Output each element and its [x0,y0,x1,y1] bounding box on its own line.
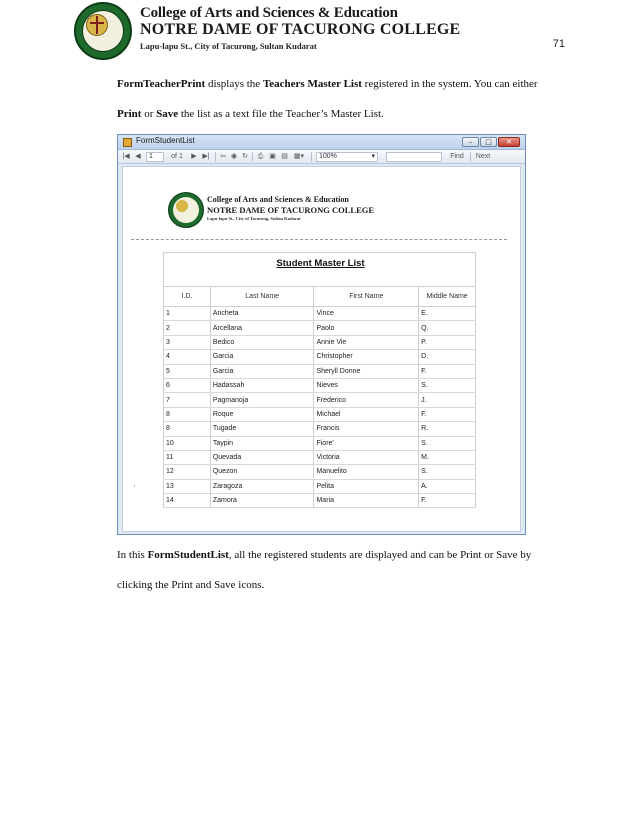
form-name: FormStudentList [147,549,229,561]
toolbar-separator [311,152,312,162]
cell-id: 8 [164,407,211,421]
report-divider [131,239,507,240]
school-name: NOTRE DAME OF TACURONG COLLEGE [140,21,461,38]
cell-id: 5 [164,364,211,378]
form-name: FormTeacherPrint [117,78,206,90]
close-button[interactable]: ✕ [498,137,520,147]
cell-middle-name: J. [419,393,476,407]
minimize-button[interactable]: – [462,137,479,147]
cell-last-name: Garcia [210,350,314,364]
cell-first-name: Frederico [314,393,419,407]
cell-last-name: Hadassah [210,378,314,392]
cell-middle-name: R. [419,422,476,436]
save-export-icon[interactable]: ▦▾ [293,153,305,160]
cell-first-name: Manuelito [314,465,419,479]
refresh-icon[interactable]: ↻ [242,153,248,160]
find-input[interactable] [386,152,442,162]
cell-middle-name: A. [419,479,476,493]
current-page-input[interactable]: 1 [146,152,164,162]
cell-last-name: Quevada [210,450,314,464]
cell-middle-name: M. [419,450,476,464]
paragraph-text: registered in the system. You can either [361,78,538,90]
cell-id: 13 [164,479,211,493]
school-seal-icon [74,2,132,60]
cell-first-name: Victoria [314,450,419,464]
stop-icon[interactable]: ◉ [230,153,238,160]
toolbar-separator [470,152,471,162]
zoom-value: 100% [319,153,337,160]
column-header-id: I.D. [164,287,211,307]
page-header [74,0,594,62]
table-row [164,436,476,450]
table-row [164,335,476,349]
cell-middle-name: Q. [419,321,476,335]
cell-id: 3 [164,335,211,349]
back-icon[interactable]: ⇦ [220,153,226,160]
margin-mark: ' [134,485,136,492]
paragraph-text: displays the [205,78,263,90]
cell-middle-name: S. [419,436,476,450]
table-row [164,378,476,392]
toolbar-separator [215,152,216,162]
find-link[interactable]: Find [450,153,464,160]
cell-middle-name: D. [419,350,476,364]
paragraph-text: In this [117,549,148,561]
cell-first-name: Maria [314,494,419,508]
window-title: FormStudentList [136,136,195,145]
print-word: Print [117,108,142,120]
school-address: Lapu-lapu St., City of Tacurong, Sultan Kudarat [140,41,317,51]
zoom-select[interactable] [316,152,378,162]
next-link[interactable]: Next [475,153,491,160]
print-icon[interactable]: ⎙ [257,153,264,160]
paragraph-text: , all the registered students are displayed and can be Print or Save by clicking the Print and Save icons. [117,549,532,591]
cell-id: 11 [164,450,211,464]
next-page-icon[interactable]: ▶ [191,153,197,160]
page-number: 71 [552,38,565,50]
maximize-button[interactable]: □ [480,137,497,147]
cell-middle-name: F. [419,364,476,378]
cell-first-name: Paolo [314,321,419,335]
table-row [164,450,476,464]
list-name: Teachers Master List [262,78,362,90]
cell-id: 6 [164,378,211,392]
cell-id: 12 [164,465,211,479]
window-titlebar[interactable] [118,135,525,150]
cell-middle-name: S. [419,378,476,392]
table-row [164,350,476,364]
table-row [164,479,476,493]
paragraph-text: the list as a text file the Teacher’s Master List. [178,108,384,120]
cell-first-name: Michael [314,407,419,421]
table-row [164,494,476,508]
page-count-label: of 1 [171,153,183,160]
cell-id: 7 [164,393,211,407]
report-viewer[interactable] [122,166,521,532]
cell-first-name: Nieves [314,378,419,392]
cell-last-name: Arcellana [210,321,314,335]
toolbar-separator [252,152,253,162]
cell-last-name: Bedico [210,335,314,349]
table-row [164,307,476,321]
print-layout-icon[interactable]: ▣ [269,153,276,160]
cell-first-name: Francis [314,422,419,436]
college-name: College of Arts and Sciences & Education [140,5,398,21]
table-row [164,422,476,436]
cell-last-name: Roque [210,407,314,421]
table-row [164,407,476,421]
cell-first-name: Annie Vie [314,335,419,349]
last-page-icon[interactable]: ▶| [202,153,210,160]
cell-first-name: Sheryll Donne [314,364,419,378]
cell-id: 14 [164,494,211,508]
cell-first-name: Vince [314,307,419,321]
cell-id: 10 [164,436,211,450]
report-title: Student Master List [276,258,365,269]
cell-id: 1 [164,307,211,321]
cell-middle-name: E. [419,307,476,321]
page-setup-icon[interactable]: ▤ [281,153,288,160]
cell-middle-name: F. [419,407,476,421]
cell-id: 2 [164,321,211,335]
paragraph-form-teacher-print [117,69,557,129]
report-toolbar [118,150,525,164]
app-icon [123,138,132,147]
table-row [164,393,476,407]
cell-first-name: Fiore' [314,436,419,450]
report-seal-icon [168,192,204,228]
table-header-row [164,287,476,307]
cell-first-name: Christopher [314,350,419,364]
column-header-first-name: First Name [314,287,419,307]
report-title-box [163,252,476,286]
cell-first-name: Pelita [314,479,419,493]
first-page-icon[interactable]: |◀ [122,153,130,160]
report-college-name: College of Arts and Sciences & Education [207,195,349,204]
report-school-name: NOTRE DAME OF TACURONG COLLEGE [207,205,375,215]
cell-id: 8 [164,422,211,436]
report-school-address: Lapu-lapu St., City of Tacurong, Sultan Kudarat [207,216,301,221]
previous-page-icon[interactable]: ◀ [135,153,141,160]
cell-middle-name: F. [419,494,476,508]
paragraph-text: or [141,108,157,120]
cell-middle-name: P. [419,335,476,349]
cell-last-name: Zamora [210,494,314,508]
table-row [164,364,476,378]
table-row [164,321,476,335]
chevron-down-icon: ▾ [371,153,375,160]
cell-last-name: Tugade [210,422,314,436]
cell-last-name: Garcia [210,364,314,378]
cell-last-name: Taypin [210,436,314,450]
cell-middle-name: S. [419,465,476,479]
cell-last-name: Quezon [210,465,314,479]
paragraph-form-student-list [117,540,557,600]
student-table [163,286,476,508]
form-student-list-window [117,134,526,535]
cell-last-name: Ancheta [210,307,314,321]
save-word: Save [156,108,179,120]
table-row [164,465,476,479]
cell-last-name: Zaragoza [210,479,314,493]
column-header-middle-name: Middle Name [419,287,476,307]
cell-last-name: Pagmanoja [210,393,314,407]
cell-id: 4 [164,350,211,364]
column-header-last-name: Last Name [210,287,314,307]
